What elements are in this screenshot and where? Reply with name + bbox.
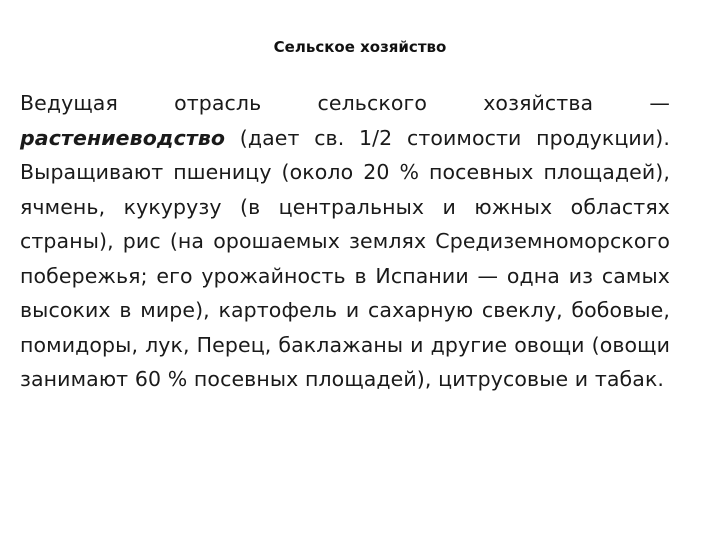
slide-title: Сельское хозяйство (273, 38, 447, 56)
paragraph-intro: Ведущая отрасль сельского хозяйства — (20, 91, 670, 115)
paragraph-emphasis: растениеводство (20, 125, 226, 150)
body-paragraph (20, 86, 670, 397)
paragraph-rest: (дает св. 1/2 стоимости продукции). Выращивают пшеницу (около 20 % посевных площадей), ячмень, кукурузу (в центральных и южных областях страны), рис (на орошаемых землях Средиземноморского побережья; его урожайность в Испании — одна из самых высоких в мире), картофель и сахарную свеклу, бобовые, помидоры, лук, Перец, баклажаны и другие овощи (овощи занимают 60 % посевных площадей), цитрусовые и табак. (20, 125, 670, 391)
